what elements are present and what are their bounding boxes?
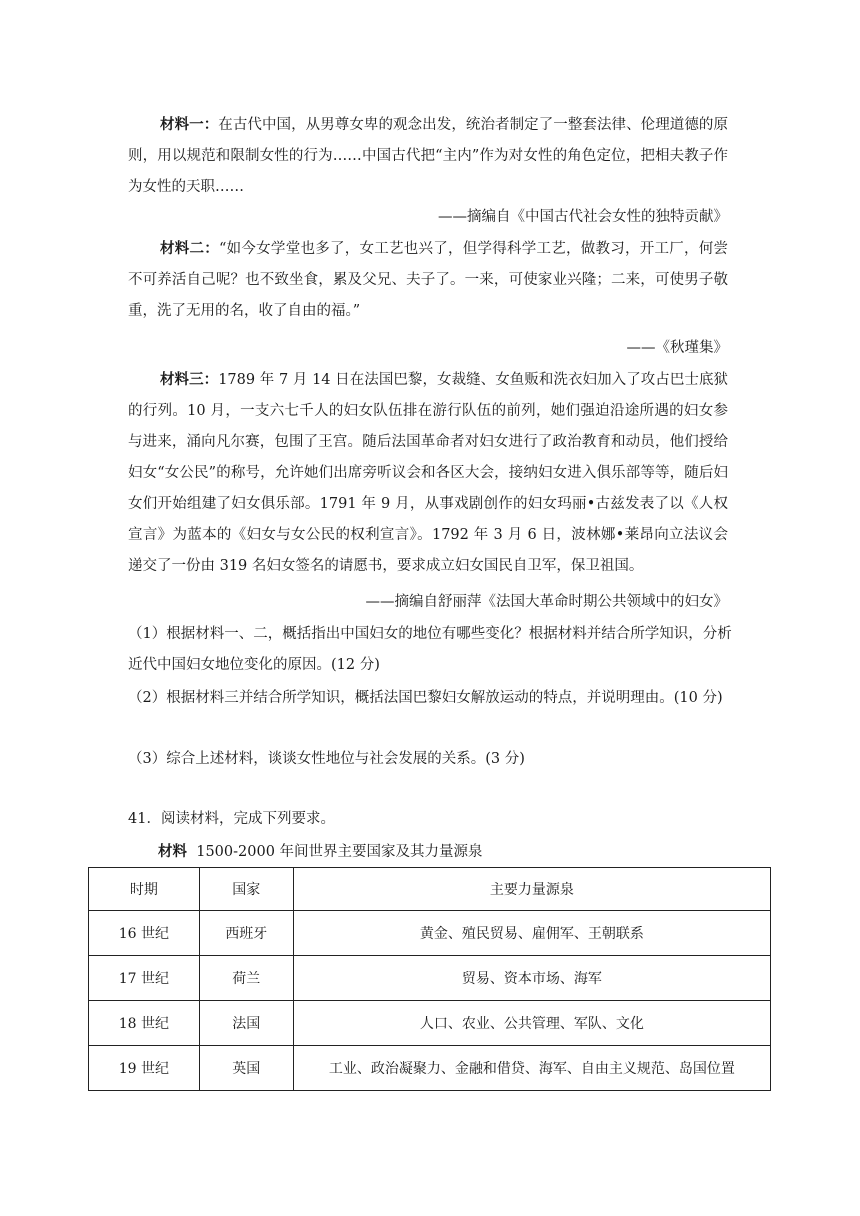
material-1-label: 材料一： [160, 116, 219, 133]
material-3-source: ——摘编自舒丽萍《法国大革命时期公共领域中的妇女》 [365, 594, 728, 610]
powers-table [88, 867, 771, 1091]
table-row [89, 1046, 771, 1091]
cell-period: 18 世纪 [89, 1001, 200, 1046]
table-header-row [89, 868, 771, 911]
question-3: （3）综合上述材料，谈谈女性地位与社会发展的关系。(3 分) [128, 751, 525, 767]
header-source: 主要力量源泉 [293, 868, 770, 911]
cell-country: 英国 [199, 1046, 293, 1091]
material-1-paragraph [128, 109, 728, 203]
question-2: （2）根据材料三并结合所学知识，概括法国巴黎妇女解放运动的特点，并说明理由。(10 分) [128, 690, 723, 706]
material-3-text: 1789 年 7 月 14 日在法国巴黎，女裁缝、女鱼贩和洗衣妇加入了攻占巴士底狱的行列。10 月，一支六七千人的妇女队伍排在游行队伍的前列，她们强迫沿途所遇的妇女参与进来，涌向凡尔赛，包围了王宫。随后法国革命者对妇女进行了政治教育和动员，他们授给妇女“女公民”的称号，允许她们出席旁听议会和各区大会，接纳妇女进入俱乐部等等，随后妇女们开始组建了妇女俱乐部。1791 年 9 月，从事戏剧创作的妇女玛丽•古兹发表了以《人权宣言》为蓝本的《妇女与女公民的权利宣言》。1792 年 3 月 6 日，波林娜•莱昂向立法议会递交了一份由 319 名妇女签名的请愿书，要求成立妇女国民自卫军，保卫祖国。 [128, 372, 728, 574]
table-row [89, 1001, 771, 1046]
cell-source: 人口、农业、公共管理、军队、文化 [293, 1001, 770, 1046]
header-period: 时期 [89, 868, 200, 911]
cell-period: 19 世纪 [89, 1046, 200, 1091]
table-row [89, 911, 771, 956]
material-1-source: ——摘编自《中国古代社会女性的独特贡献》 [438, 209, 728, 225]
cell-source: 贸易、资本市场、海军 [293, 956, 770, 1001]
material-1-text: 在古代中国，从男尊女卑的观念出发，统治者制定了一整套法律、伦理道德的原则，用以规范和限制女性的行为……中国古代把“主内”作为对女性的角色定位，把相夫教子作为女性的天职…… [128, 117, 728, 195]
cell-source: 工业、政治凝聚力、金融和借贷、海军、自由主义规范、岛国位置 [293, 1046, 770, 1091]
header-country: 国家 [199, 868, 293, 911]
material-2-label: 材料二： [160, 240, 220, 257]
material-3-paragraph [128, 364, 728, 582]
cell-country: 荷兰 [199, 956, 293, 1001]
cell-country: 西班牙 [199, 911, 293, 956]
table-row [89, 956, 771, 1001]
cell-source: 黄金、殖民贸易、雇佣军、王朝联系 [293, 911, 770, 956]
question-1: （1）根据材料一、二，概括指出中国妇女的地位有哪些变化？根据材料并结合所学知识，分析近代中国妇女地位变化的原因。(12 分) [128, 626, 732, 673]
cell-country: 法国 [199, 1001, 293, 1046]
table-caption [158, 836, 483, 868]
material-3-label: 材料三： [160, 371, 219, 388]
material-2-paragraph [128, 233, 728, 327]
cell-period: 17 世纪 [89, 956, 200, 1001]
table-caption-text: 1500-2000 年间世界主要国家及其力量源泉 [187, 844, 483, 860]
material-2-source: ——《秋瑾集》 [626, 340, 728, 356]
cell-period: 16 世纪 [89, 911, 200, 956]
table-caption-label: 材料 [158, 843, 187, 860]
material-2-text: “如今女学堂也多了，女工艺也兴了，但学得科学工艺，做教习，开工厂，何尝不可养活自己呢？也不致坐食，累及父兄、夫子了。一来，可使家业兴隆；二来，可使男子敬重，洗了无用的名，收了自由的福。” [128, 241, 728, 319]
question-41-heading: 41．阅读材料，完成下列要求。 [128, 811, 335, 827]
